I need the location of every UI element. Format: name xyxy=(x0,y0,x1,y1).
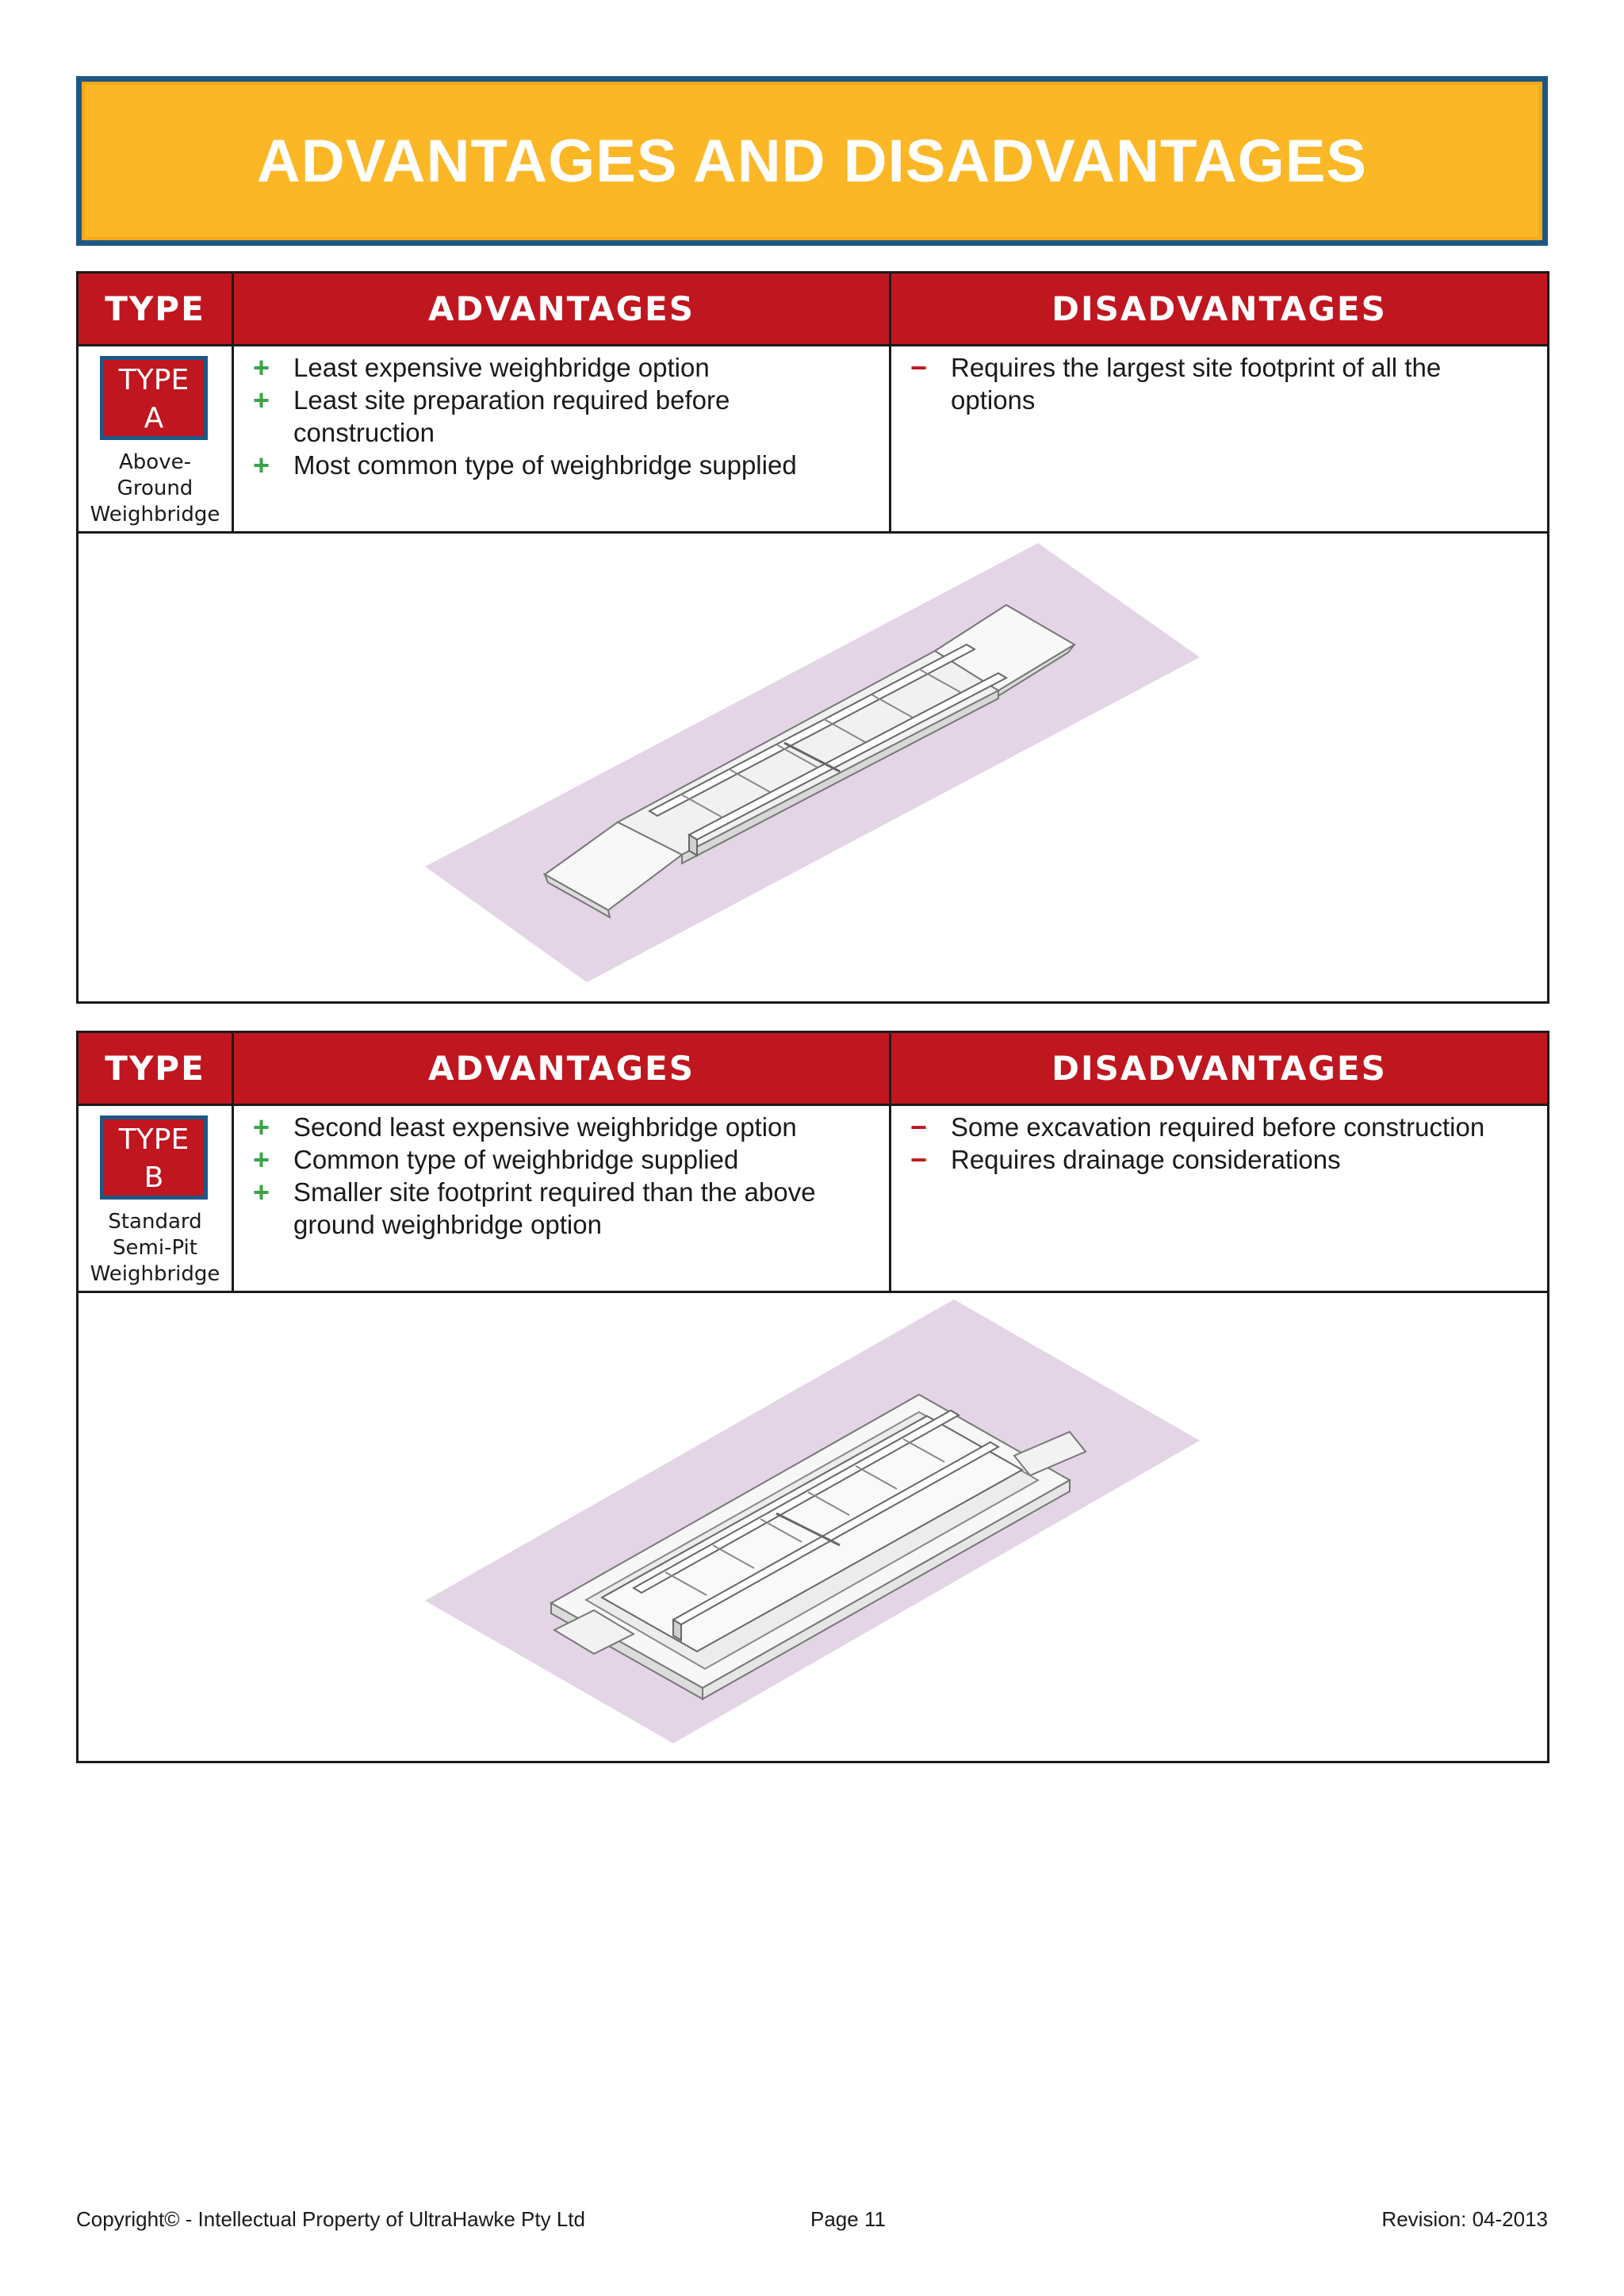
type-desc-line: Weighbridge xyxy=(90,1262,220,1286)
table-row xyxy=(79,346,1547,534)
footer-copyright: Copyright© - Intellectual Property of UltraHawke Pty Ltd xyxy=(76,2207,585,2231)
type-badge-letter: B xyxy=(144,1161,164,1194)
type-badge xyxy=(100,356,208,440)
plus-icon: + xyxy=(253,384,270,416)
header-type: TYPE xyxy=(105,289,205,328)
type-desc-line: Standard xyxy=(108,1210,202,1234)
type-desc-line: Above- xyxy=(119,450,191,474)
table-header xyxy=(79,274,1547,346)
footer-revision: Revision: 04-2013 xyxy=(1381,2207,1548,2231)
disadvantage-text: Requires the largest site footprint of all the options xyxy=(951,353,1442,415)
type-badge-line: TYPE xyxy=(118,364,190,396)
advantage-text: Most common type of weighbridge supplied xyxy=(293,450,797,480)
advantage-text: Common type of weighbridge supplied xyxy=(293,1145,739,1174)
semi-pit-weighbridge-icon xyxy=(79,1293,1547,1761)
advantage-item xyxy=(245,1143,871,1176)
title-banner xyxy=(76,76,1548,246)
type-desc-line: Weighbridge xyxy=(90,503,220,526)
disadvantage-item xyxy=(902,351,1529,416)
advantage-text: Second least expensive weighbridge option xyxy=(293,1112,797,1142)
header-disadvantages: DISADVANTAGES xyxy=(1051,289,1387,328)
header-disadvantages: DISADVANTAGES xyxy=(1051,1049,1387,1088)
type-cell xyxy=(79,1106,232,1291)
type-b-section xyxy=(76,1031,1549,1763)
disadvantage-text: Some excavation required before construction xyxy=(951,1112,1485,1142)
page-title: ADVANTAGES AND DISADVANTAGES xyxy=(256,127,1368,195)
disadvantages-list xyxy=(902,1111,1529,1176)
type-badge xyxy=(100,1115,208,1200)
disadvantage-item xyxy=(902,1143,1529,1176)
plus-icon: + xyxy=(253,449,270,481)
advantages-list xyxy=(245,1111,871,1241)
weighbridge-illustration-a xyxy=(79,534,1547,1001)
type-description xyxy=(79,1209,232,1288)
above-ground-weighbridge-icon xyxy=(79,534,1547,1001)
type-a-section xyxy=(76,271,1549,1004)
table-header xyxy=(79,1033,1547,1106)
header-advantages: ADVANTAGES xyxy=(428,1049,695,1088)
minus-icon: − xyxy=(910,351,928,384)
advantage-text: Smaller site footprint required than the above ground weighbridge option xyxy=(293,1177,816,1239)
weighbridge-illustration-b xyxy=(79,1293,1547,1761)
advantage-text: Least site preparation required before construction xyxy=(293,385,730,447)
type-description xyxy=(79,450,232,528)
disadvantages-list xyxy=(902,351,1529,416)
plus-icon: + xyxy=(253,1111,270,1143)
disadvantage-text: Requires drainage considerations xyxy=(951,1145,1341,1174)
type-badge-line: TYPE xyxy=(118,1123,190,1156)
advantage-item xyxy=(245,351,871,384)
type-badge-letter: A xyxy=(144,402,164,434)
plus-icon: + xyxy=(253,351,270,384)
type-desc-line: Ground xyxy=(117,476,193,500)
plus-icon: + xyxy=(253,1143,270,1176)
advantages-list xyxy=(245,351,871,481)
advantage-item xyxy=(245,449,871,481)
advantage-item xyxy=(245,384,871,449)
minus-icon: − xyxy=(910,1111,928,1143)
advantage-item xyxy=(245,1111,871,1143)
advantage-text: Least expensive weighbridge option xyxy=(293,353,710,382)
advantage-item xyxy=(245,1176,871,1241)
type-cell xyxy=(79,346,232,531)
disadvantage-item xyxy=(902,1111,1529,1143)
footer-page-number: Page 11 xyxy=(810,2207,886,2231)
table-row xyxy=(79,1106,1547,1293)
plus-icon: + xyxy=(253,1176,270,1208)
type-desc-line: Semi-Pit xyxy=(113,1236,197,1260)
minus-icon: − xyxy=(910,1143,928,1176)
header-type: TYPE xyxy=(105,1049,205,1088)
header-advantages: ADVANTAGES xyxy=(428,289,695,328)
